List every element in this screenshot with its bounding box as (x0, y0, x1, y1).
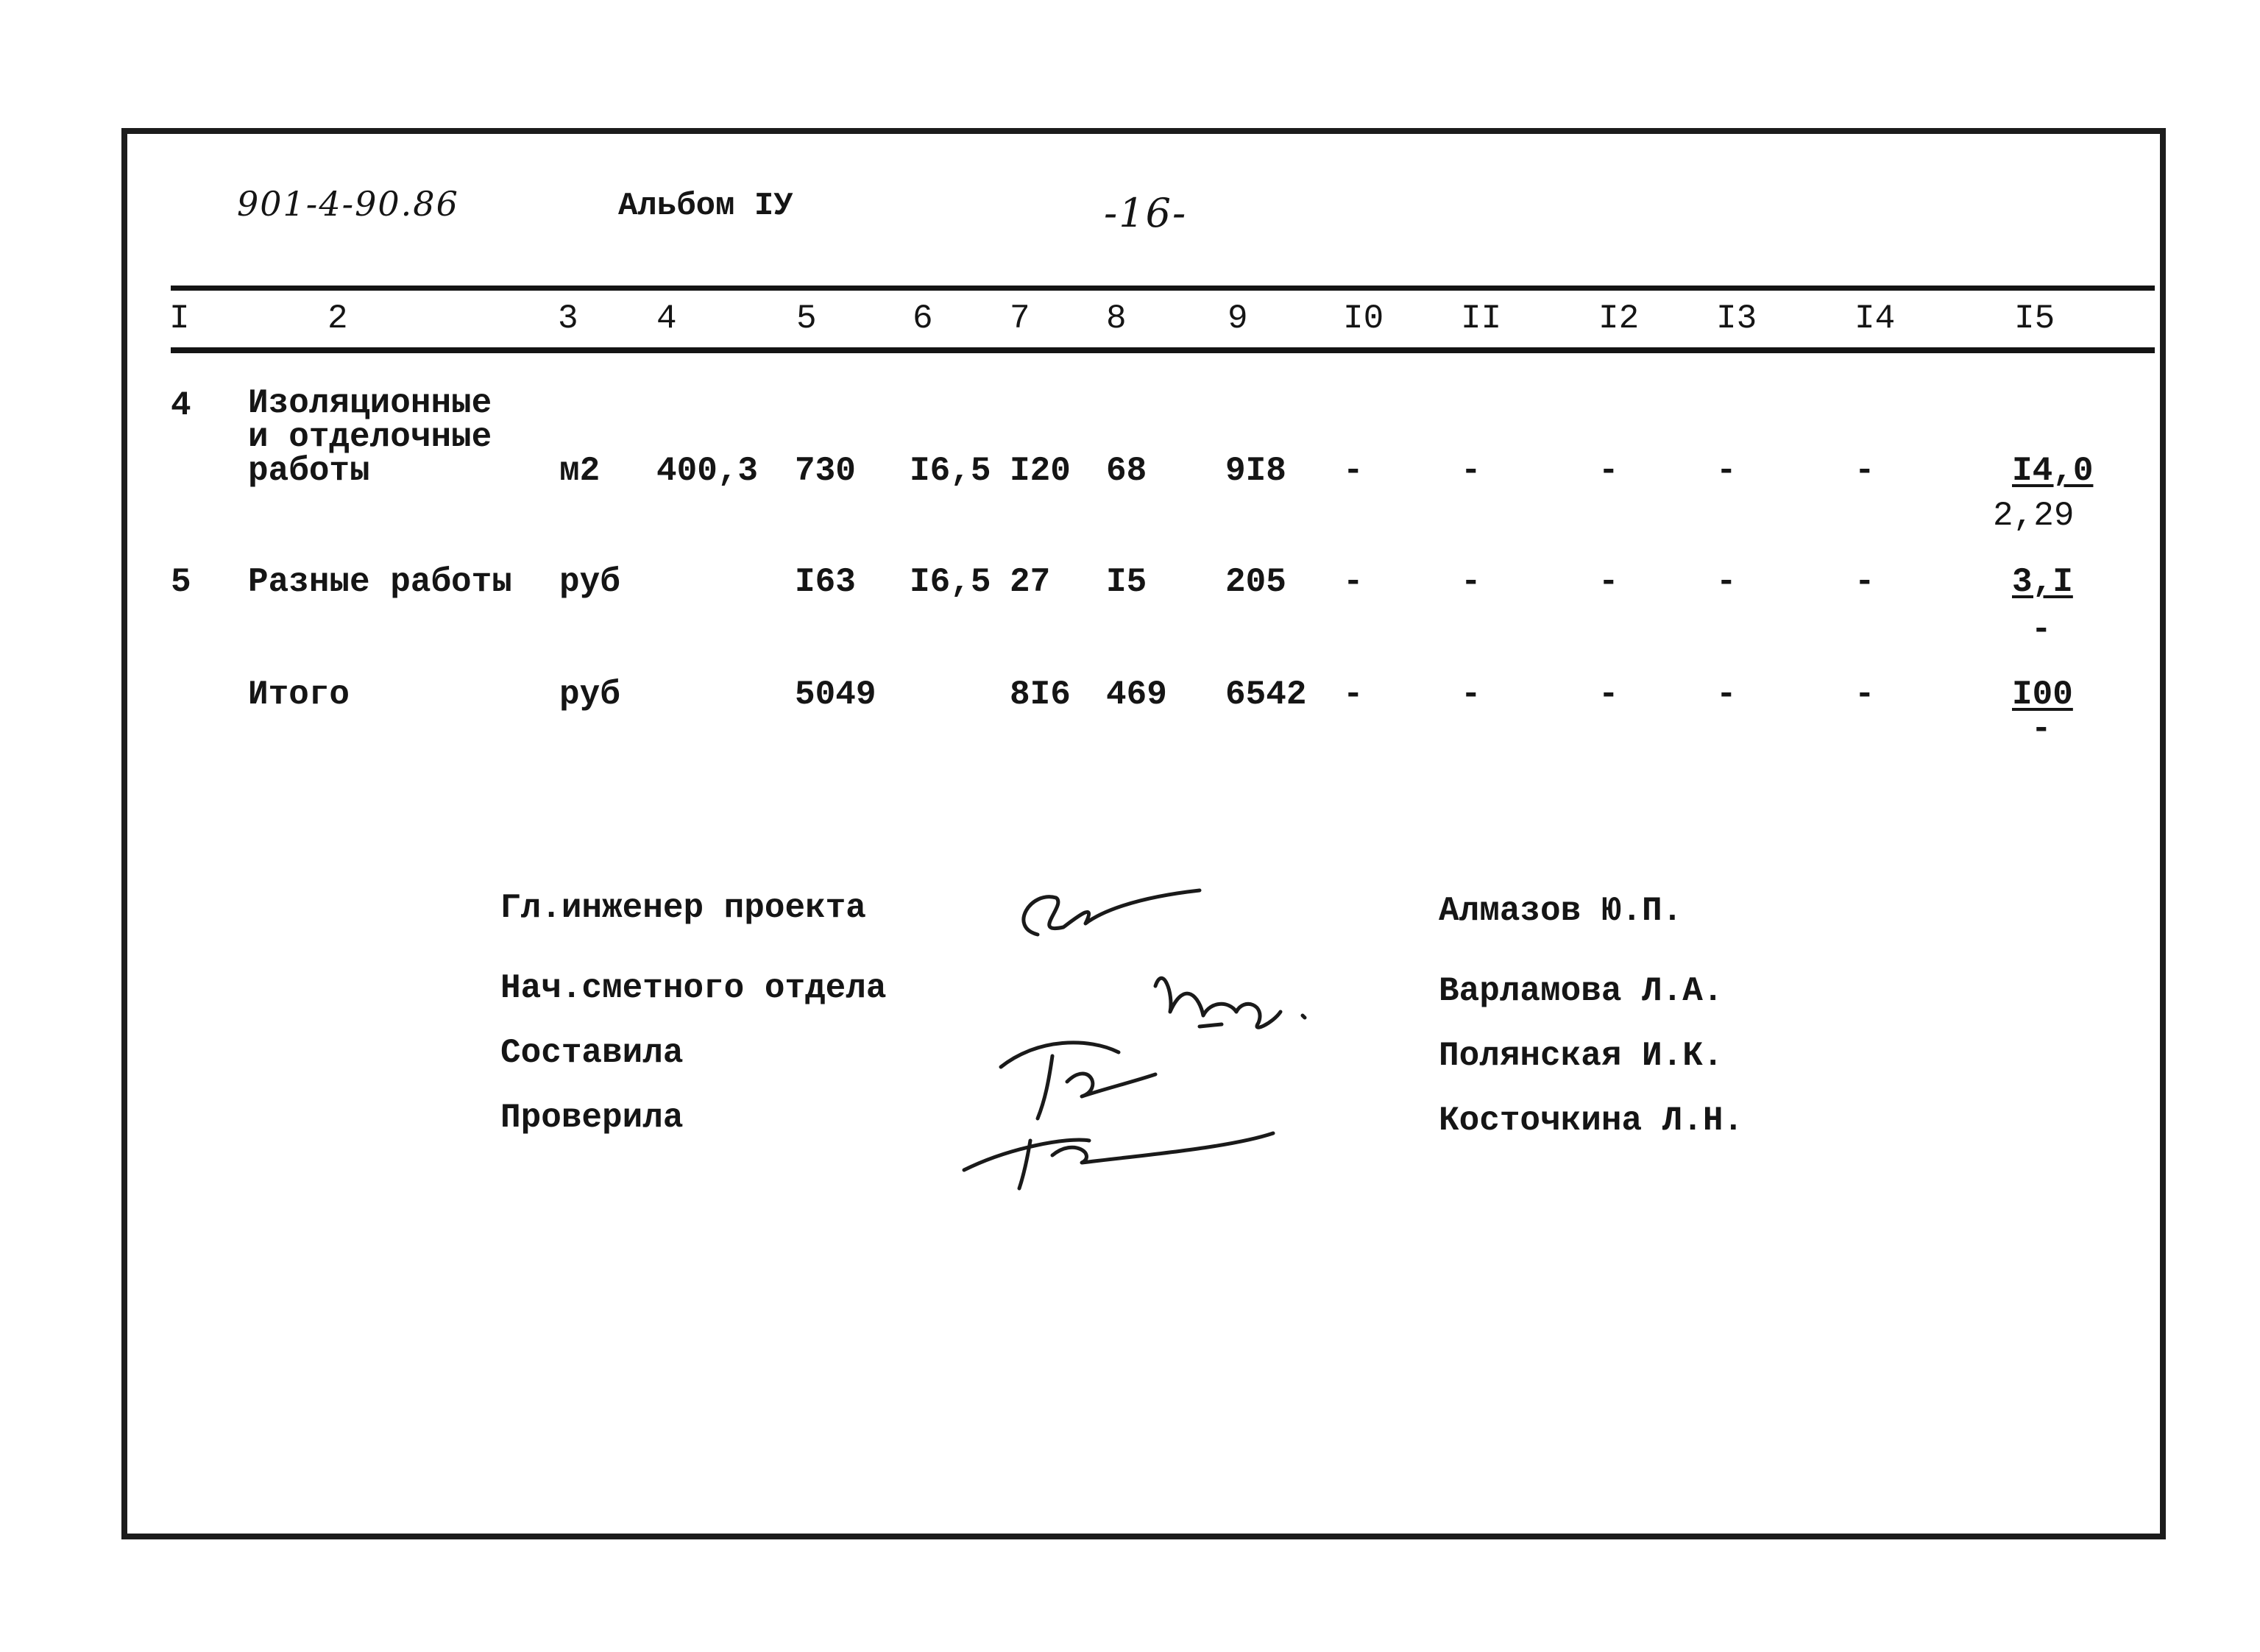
signature-role-chief-engineer: Гл.инженер проекта (500, 889, 866, 927)
signature-name-head-estimates: Варламова Л.А. (1439, 972, 1724, 1010)
col-header-11: II (1461, 299, 1502, 338)
signature-name-compiled: Полянская И.К. (1439, 1037, 1724, 1075)
row1-unit: м2 (559, 452, 601, 490)
row1-col7: I20 (1010, 452, 1071, 490)
col-header-10: I0 (1343, 299, 1384, 338)
row2-col8: I5 (1106, 563, 1147, 601)
total-col13: - (1716, 676, 1737, 714)
row2-col11: - (1461, 563, 1481, 601)
col-header-2: 2 (327, 299, 348, 338)
col-header-8: 8 (1106, 299, 1127, 338)
row2-col10: - (1343, 563, 1364, 601)
signature-role-compiled: Составила (500, 1034, 684, 1072)
row1-col9: 9I8 (1225, 452, 1286, 490)
document-code: 901-4-90.86 (237, 184, 459, 224)
col-header-4: 4 (656, 299, 677, 338)
row1-col6: I6,5 (910, 452, 991, 490)
row1-col14: - (1855, 452, 1875, 490)
signature-compiled (1001, 1024, 1222, 1119)
total-col15-top: I00 (2012, 676, 2073, 714)
col-header-14: I4 (1855, 299, 1896, 338)
col-header-9: 9 (1228, 299, 1248, 338)
row1-col8: 68 (1106, 452, 1147, 490)
signature-head-estimates (1155, 978, 1305, 1027)
total-unit: руб (559, 676, 620, 714)
table-header-rule (171, 347, 2155, 353)
row2-col5: I63 (795, 563, 856, 601)
row1-num: 4 (171, 386, 191, 425)
row1-col13: - (1716, 452, 1737, 490)
row1-col15-top: I4,0 (2012, 452, 2094, 490)
table-top-rule (171, 286, 2155, 291)
signature-role-checked: Проверила (500, 1099, 684, 1137)
col-header-5: 5 (796, 299, 817, 338)
page-number: -16- (1104, 190, 1188, 236)
row2-unit: руб (559, 563, 620, 601)
col-header-1: I (169, 299, 190, 338)
row2-col15-bottom: - (2031, 611, 2052, 649)
row2-col15-top: 3,I (2012, 563, 2073, 601)
row2-col7: 27 (1010, 563, 1051, 601)
total-col7: 8I6 (1010, 676, 1071, 714)
col-header-6: 6 (913, 299, 933, 338)
row1-col10: - (1343, 452, 1364, 490)
col-header-7: 7 (1010, 299, 1030, 338)
row2-col6: I6,5 (910, 563, 991, 601)
row2-name: Разные работы (248, 563, 512, 601)
row2-col9: 205 (1225, 563, 1286, 601)
row2-col12: - (1598, 563, 1619, 601)
col-header-15: I5 (2014, 299, 2055, 338)
row1-col5: 730 (795, 452, 856, 490)
signature-name-chief-engineer: Алмазов Ю.П. (1439, 892, 1683, 930)
signature-name-checked: Косточкина Л.Н. (1439, 1102, 1744, 1140)
col-header-12: I2 (1598, 299, 1640, 338)
total-col12: - (1598, 676, 1619, 714)
handwritten-signatures (920, 846, 1361, 1192)
row1-col12: - (1598, 452, 1619, 490)
col-header-13: I3 (1716, 299, 1757, 338)
total-col8: 469 (1106, 676, 1167, 714)
total-col5: 5049 (795, 676, 876, 714)
total-label: Итого (248, 676, 350, 714)
total-col11: - (1461, 676, 1481, 714)
total-col10: - (1343, 676, 1364, 714)
signature-role-head-estimates: Нач.сметного отдела (500, 969, 887, 1007)
row2-col14: - (1855, 563, 1875, 601)
signature-checked (964, 1133, 1273, 1188)
total-col9: 6542 (1225, 676, 1307, 714)
total-col15-bottom: - (2031, 710, 2052, 748)
row2-col13: - (1716, 563, 1737, 601)
row1-col4: 400,3 (656, 452, 759, 490)
album-label: Альбом IУ (618, 188, 793, 224)
row1-col15-bottom: 2,29 (1993, 497, 2075, 535)
document-frame (121, 128, 2166, 1539)
total-col14: - (1855, 676, 1875, 714)
row2-num: 5 (171, 563, 191, 601)
row1-name: Изоляционные и отделочные работы (248, 384, 492, 490)
col-header-3: 3 (558, 299, 578, 338)
row1-col11: - (1461, 452, 1481, 490)
signature-chief-engineer (1024, 890, 1200, 935)
